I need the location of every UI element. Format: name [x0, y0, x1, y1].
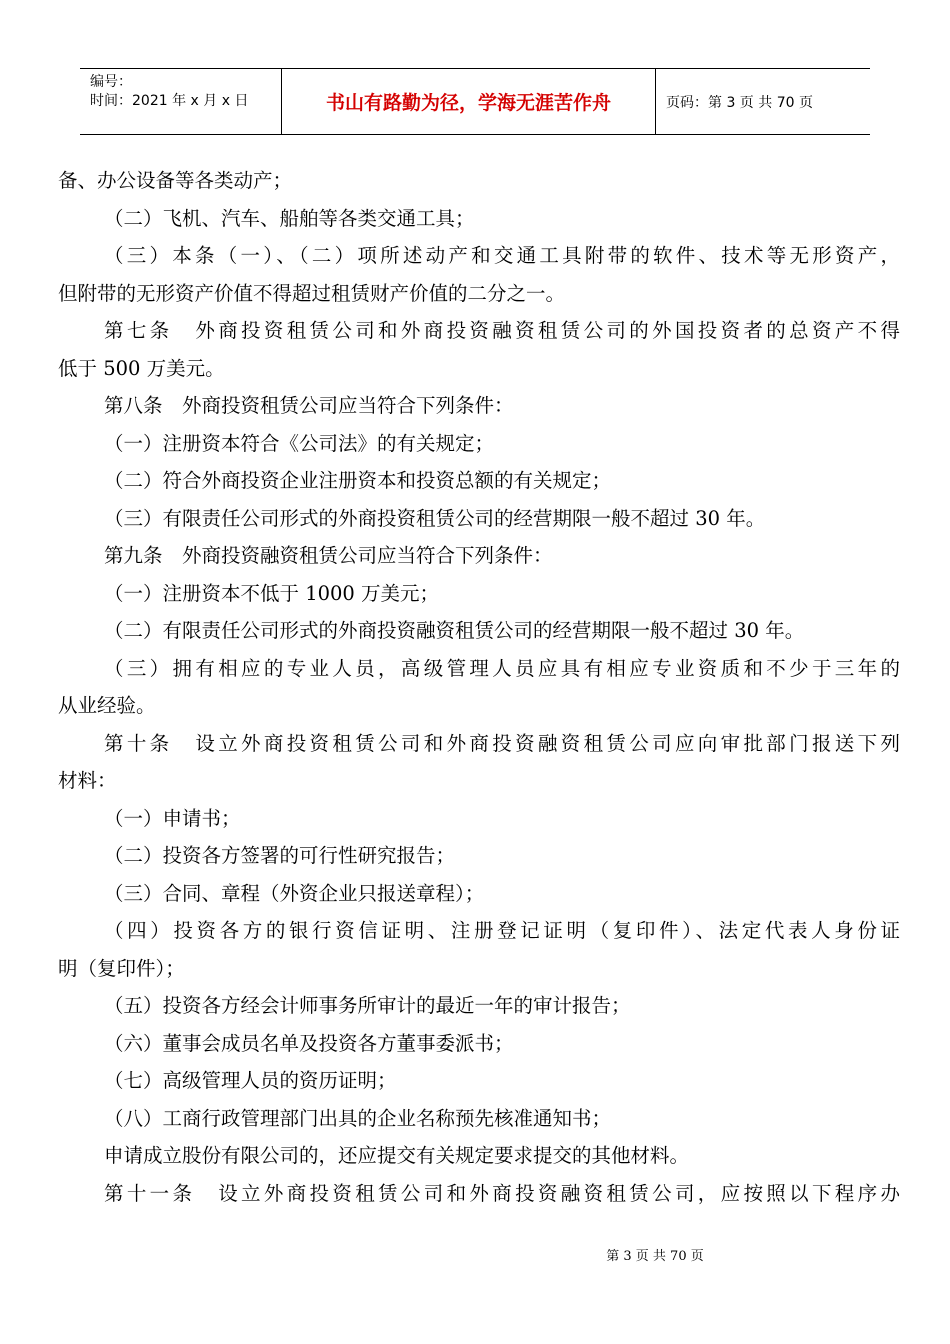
paragraph-line: （二）符合外商投资企业注册资本和投资总额的有关规定；: [104, 469, 612, 492]
paragraph-line: 申请成立股份有限公司的，还应提交有关规定要求提交的其他材料。: [104, 1144, 690, 1167]
paragraph-line: 第十一条 设立外商投资租赁公司和外商投资融资租赁公司，应按照以下程序办: [104, 1181, 900, 1205]
paragraph-line: 材料：: [58, 769, 117, 792]
paragraph-line: （六）董事会成员名单及投资各方董事委派书；: [104, 1031, 514, 1055]
paragraph-line: （三）有限责任公司形式的外商投资租赁公司的经营期限一般不超过 30 年。: [104, 506, 766, 530]
paragraph-line: 第八条 外商投资租赁公司应当符合下列条件：: [104, 394, 514, 417]
paragraph-line: 但附带的无形资产价值不得超过租赁财产价值的二分之一。: [58, 281, 566, 305]
header-motto: 书山有路勤为径，学海无涯苦作舟: [325, 92, 611, 114]
paragraph-line: （二）投资各方签署的可行性研究报告；: [104, 844, 456, 867]
paragraph-line: 明（复印件）；: [58, 956, 185, 980]
document-date-label: 时间：2021 年 x 月 x 日: [90, 93, 249, 109]
paragraph-line: （七）高级管理人员的资历证明；: [104, 1069, 397, 1092]
paragraph-line: 第十条 设立外商投资租赁公司和外商投资融资租赁公司应向审批部门报送下列: [104, 731, 900, 755]
paragraph-line: （二）有限责任公司形式的外商投资融资租赁公司的经营期限一般不超过 30 年。: [104, 619, 805, 642]
paragraph-line: （三）合同、章程（外资企业只报送章程）；: [104, 881, 485, 905]
header-motto-cell: [282, 69, 656, 134]
header-page-cell: [656, 69, 870, 134]
paragraph-line: （一）注册资本符合《公司法》的有关规定；: [104, 431, 495, 455]
header-info-cell: [80, 69, 282, 134]
paragraph-line: 第七条 外商投资租赁公司和外商投资融资租赁公司的外国投资者的总资产不得: [104, 319, 900, 342]
paragraph-line: （四）投资各方的银行资信证明、注册登记证明（复印件）、法定代表人身份证: [104, 919, 900, 942]
document-header: [80, 68, 870, 135]
paragraph-line: （一）注册资本不低于 1000 万美元；: [104, 581, 440, 605]
paragraph-line: （一）申请书；: [104, 806, 241, 830]
document-code-label: 编号：: [90, 74, 132, 90]
paragraph-line: 第九条 外商投资融资租赁公司应当符合下列条件：: [104, 544, 553, 567]
paragraph-line: 从业经验。: [58, 694, 156, 717]
document-body: [58, 162, 900, 1212]
paragraph-line: （五）投资各方经会计师事务所审计的最近一年的审计报告；: [104, 994, 631, 1017]
header-page-code: 页码：第 3 页 共 70 页: [666, 94, 813, 111]
paragraph-line: （三）拥有相应的专业人员，高级管理人员应具有相应专业资质和不少于三年的: [104, 656, 900, 680]
paragraph-line: （三）本条（一）、（二）项所述动产和交通工具附带的软件、技术等无形资产，: [104, 244, 900, 267]
paragraph-line: 低于 500 万美元。: [58, 356, 225, 380]
paragraph-line: （二）飞机、汽车、船舶等各类交通工具；: [104, 206, 475, 230]
paragraph-line: 备、办公设备等各类动产；: [58, 169, 293, 192]
page-footer: 第 3 页 共 70 页: [606, 1249, 704, 1264]
paragraph-line: （八）工商行政管理部门出具的企业名称预先核准通知书；: [104, 1106, 612, 1130]
